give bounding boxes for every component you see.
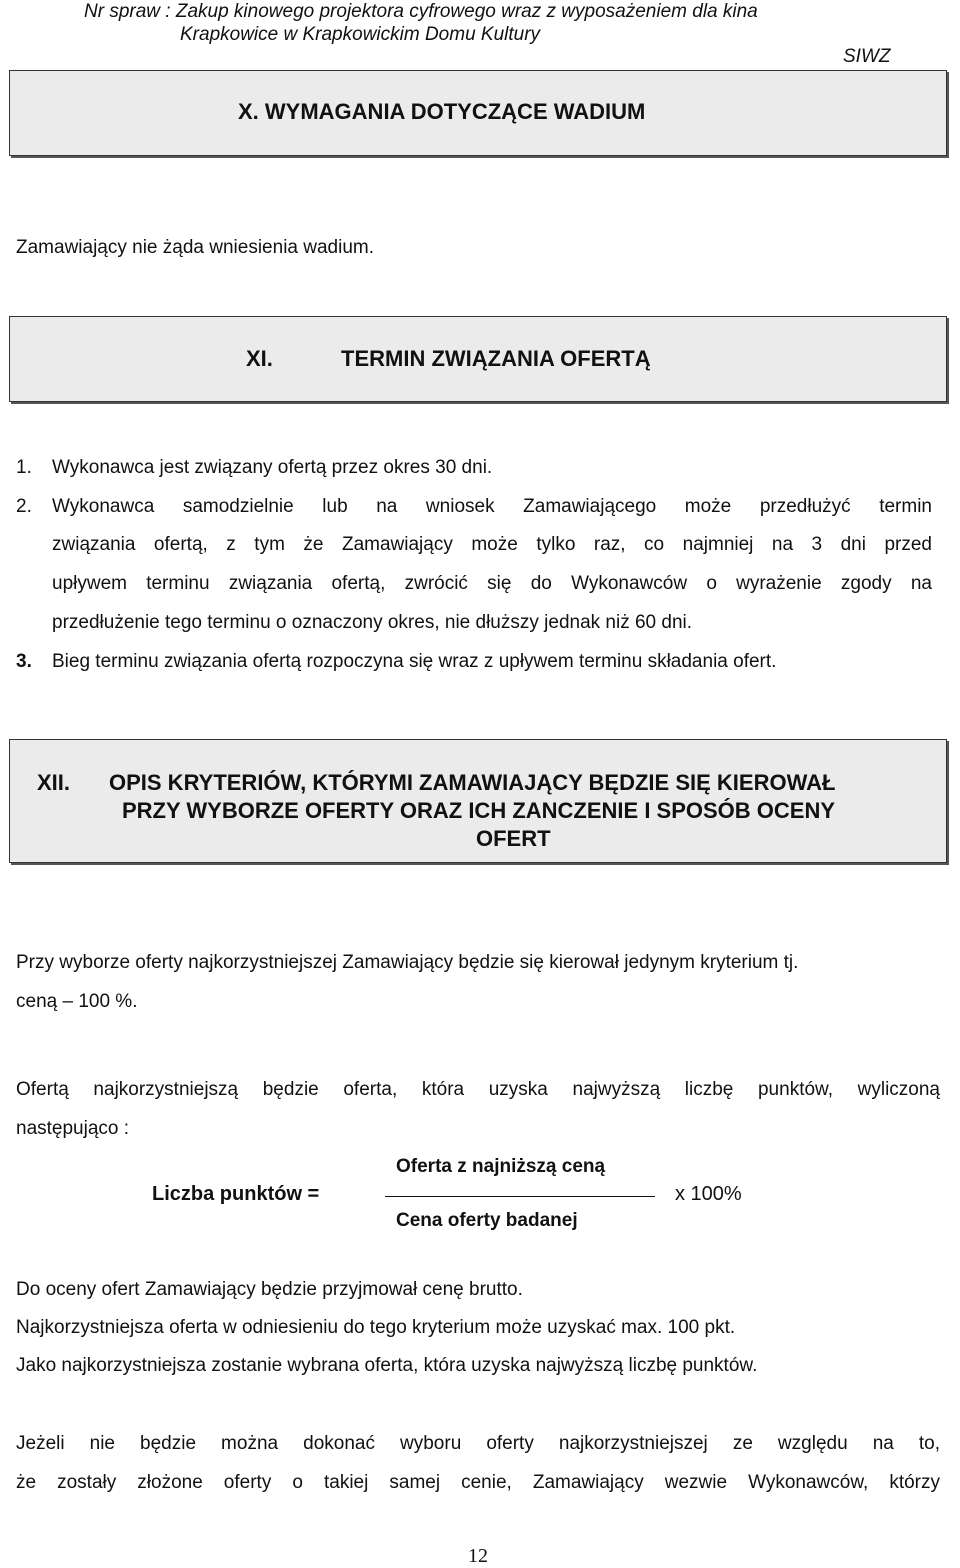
section-10-title: X. WYMAGANIA DOTYCZĄCE WADIUM xyxy=(238,99,646,124)
page-number: 12 xyxy=(468,1545,488,1567)
paragraph-selection: Jako najkorzystniejsza zostanie wybrana oferta, która uzyska najwyższą liczbę punktów. xyxy=(16,1355,758,1376)
list-item-text-line: upływem terminu związania ofertą, zwrócić się do Wykonawców o wyrażenie zgody na xyxy=(52,573,932,594)
formula-lhs: Liczba punktów = xyxy=(152,1183,320,1205)
paragraph-tie-line-1: Jeżeli nie będzie można dokonać wyboru oferty najkorzystniejszej ze względu na to, xyxy=(16,1433,940,1454)
list-item-number: 1. xyxy=(16,457,32,478)
section-12-title-line-1: OPIS KRYTERIÓW, KTÓRYMI ZAMAWIAJĄCY BĘDZIE SIĘ KIEROWAŁ xyxy=(109,770,836,795)
section-12-title-line-2: PRZY WYBORZE OFERTY ORAZ ICH ZANCZENIE I SPOSÓB OCENY xyxy=(122,798,836,823)
header-line-1: Nr spraw : Zakup kinowego projektora cyfrowego wraz z wyposażeniem dla kina xyxy=(84,1,758,22)
list-item-text: Bieg terminu związania ofertą rozpoczyna się wraz z upływem terminu składania ofert. xyxy=(52,651,777,672)
section-11-number: XI. xyxy=(246,346,273,371)
list-item-text-line: przedłużenie tego terminu o oznaczony okres, nie dłuższy jednak niż 60 dni. xyxy=(52,612,693,633)
formula-denominator: Cena oferty badanej xyxy=(396,1210,578,1231)
section-10-heading-box xyxy=(9,70,947,156)
formula-multiplier: x 100% xyxy=(675,1183,742,1205)
section-11-title: TERMIN ZWIĄZANIA OFERTĄ xyxy=(341,346,651,371)
paragraph-criterion-line-2: ceną – 100 %. xyxy=(16,991,138,1012)
list-item-text-line: Wykonawca samodzielnie lub na wniosek Zamawiającego może przedłużyć termin xyxy=(52,496,932,517)
paragraph-best-offer-line-1: Ofertą najkorzystniejszą będzie oferta, która uzyska najwyższą liczbę punktów, wyliczoną xyxy=(16,1079,940,1100)
list-item-number: 2. xyxy=(16,496,32,517)
paragraph-criterion-line-1: Przy wyborze oferty najkorzystniejszej Zamawiający będzie się kierował jedynym kryterium tj. xyxy=(16,952,799,973)
paragraph-gross-price: Do oceny ofert Zamawiający będzie przyjmował cenę brutto. xyxy=(16,1279,523,1300)
formula-numerator: Oferta z najniższą ceną xyxy=(396,1156,606,1177)
paragraph-max-points: Najkorzystniejsza oferta w odniesieniu do tego kryterium może uzyskać max. 100 pkt. xyxy=(16,1317,736,1338)
section-10-body: Zamawiający nie żąda wniesienia wadium. xyxy=(16,237,375,258)
paragraph-tie-line-2: że zostały złożone oferty o takiej samej cenie, Zamawiający wezwie Wykonawców, którzy xyxy=(16,1472,940,1493)
formula-fraction-line xyxy=(385,1196,655,1197)
doc-type-label: SIWZ xyxy=(843,46,891,67)
list-item-text-line: związania ofertą, z tym że Zamawiający może tylko raz, co najmniej na 3 dni przed xyxy=(52,534,932,555)
list-item-text: Wykonawca jest związany ofertą przez okres 30 dni. xyxy=(52,457,493,478)
section-11-heading-box xyxy=(9,316,947,402)
list-item-number: 3. xyxy=(16,651,32,672)
section-12-heading-box xyxy=(9,739,947,863)
section-12-title-line-3: OFERT xyxy=(476,826,551,851)
header-line-2: Krapkowice w Krapkowickim Domu Kultury xyxy=(180,24,541,45)
paragraph-best-offer-line-2: następująco : xyxy=(16,1118,130,1139)
section-12-number: XII. xyxy=(37,770,71,795)
